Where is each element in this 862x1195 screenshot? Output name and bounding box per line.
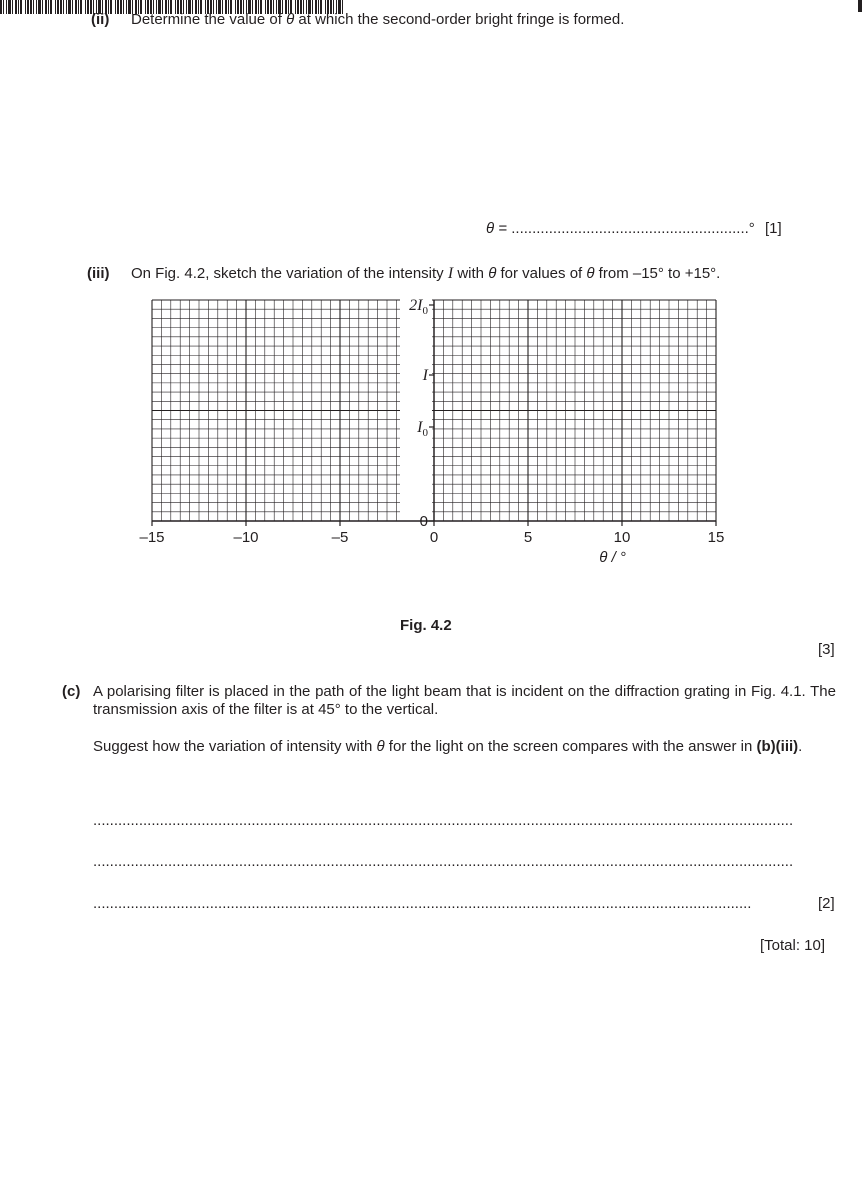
x-tick-label: 0	[429, 529, 439, 546]
y-label-backdrop	[400, 296, 432, 525]
figure-caption: Fig. 4.2	[400, 617, 452, 634]
theta-symbol: θ	[488, 265, 497, 282]
part-c-text-end: .	[798, 738, 803, 755]
part-iii-label: (iii)	[87, 265, 110, 282]
intensity-symbol: I	[447, 265, 454, 282]
x-axis-label: θ / °	[599, 549, 626, 566]
part-c-text-a: Suggest how the variation of intensity with	[93, 738, 377, 755]
x-tick-label: 10	[613, 529, 631, 546]
answer-line-1[interactable]: ........................................................................................................................................................................	[93, 812, 794, 829]
y-tick-label: I	[422, 367, 428, 384]
part-c-text-b: for the light on the screen compares with the answer in	[384, 738, 757, 755]
part-c-paragraph-2	[93, 738, 836, 756]
part-c-label: (c)	[62, 683, 81, 700]
total-marks: [Total: 10]	[760, 937, 826, 954]
part-iii-text-d: from –15° to +15°.	[594, 265, 721, 282]
part-ii-text-after: at which the second-order bright fringe is formed.	[294, 11, 625, 28]
part-iii-text-c: for values of	[496, 265, 587, 282]
part-iii-text-a: On Fig. 4.2, sketch the variation of the intensity	[131, 265, 448, 282]
answer-unit: °	[748, 220, 755, 237]
answer-dots[interactable]: .........................................................	[511, 220, 749, 237]
x-tick-label: –10	[233, 529, 259, 546]
part-ii-text-before: Determine the value of	[131, 11, 287, 28]
answer-line-3[interactable]: ..............................................................................................................................................................	[93, 895, 752, 912]
answer-label: θ =	[486, 220, 508, 237]
x-tick-label: 15	[707, 529, 725, 546]
answer-line-2[interactable]: ........................................................................................................................................................................	[93, 853, 794, 870]
y-tick-label: $2I_0$	[409, 297, 428, 317]
part-iii-text-b: with	[453, 265, 489, 282]
x-tick-label: –15	[139, 529, 165, 546]
part-c-reference: (b)(iii)	[756, 738, 799, 755]
theta-symbol: θ	[586, 265, 595, 282]
theta-symbol: θ	[286, 11, 295, 28]
part-c-paragraph-1: A polarising filter is placed in the path of the light beam that is incident on the diffraction grating in Fig. 4.1. The transmission axis of the filter is at 45° to the vertical.	[93, 683, 836, 718]
part-ii-marks: [1]	[764, 220, 782, 237]
y-tick-label: $I_0$	[417, 419, 428, 439]
theta-symbol: θ	[376, 738, 385, 755]
part-ii-label: (ii)	[91, 11, 110, 28]
x-tick-label: –5	[331, 529, 349, 546]
y-tick-label: 0	[419, 513, 428, 530]
figure-marks: [3]	[818, 641, 835, 658]
x-tick-label: 5	[523, 529, 533, 546]
part-c-marks: [2]	[818, 895, 835, 912]
